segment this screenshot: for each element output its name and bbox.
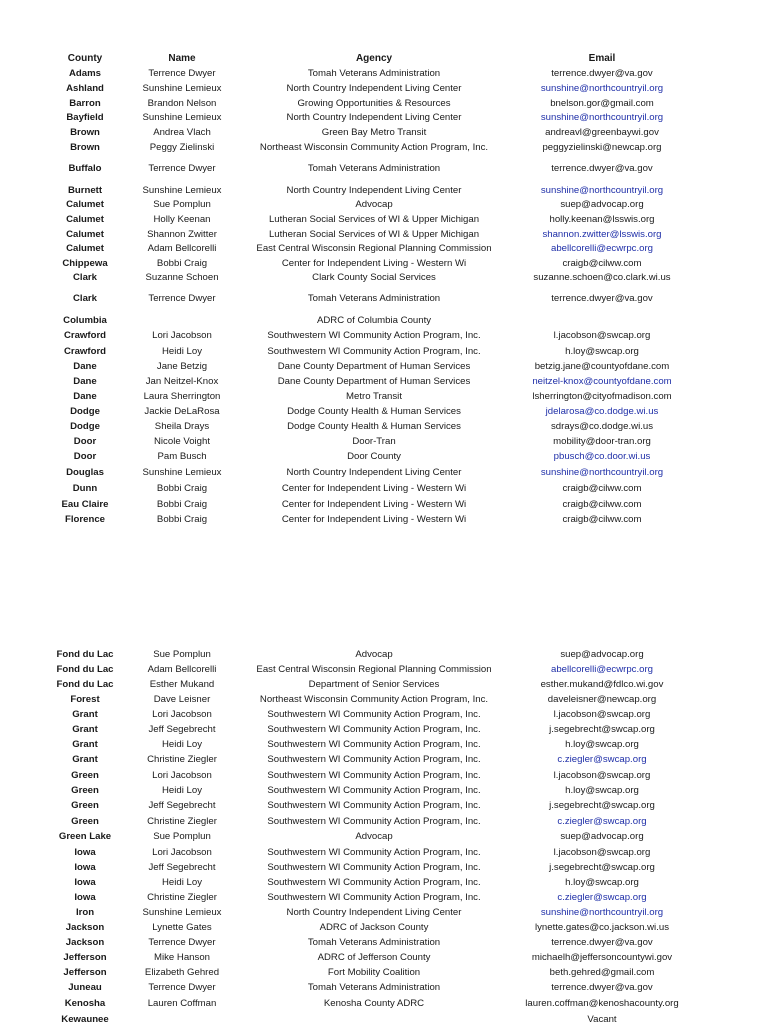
table-row [0,161,768,176]
table-row [0,481,768,496]
county-cell: Fond du Lac [56,649,114,660]
table-row [0,692,768,707]
table-row [0,140,768,155]
table-row [0,270,768,285]
agency-cell: Southwestern WI Community Action Program, Inc. [267,816,481,827]
table-row [0,66,768,81]
table-row [0,845,768,860]
name-cell: Mike Hanson [154,952,210,963]
table-row [0,419,768,434]
agency-cell: North Country Independent Living Center [286,907,462,918]
agency-cell: Kenosha County ADRC [323,998,425,1009]
table-row [0,798,768,813]
county-cell: Douglas [66,467,104,478]
email-cell: craigb@cilww.com [562,499,642,510]
name-cell: Sunshine Lemieux [142,112,222,123]
name-cell: Peggy Zielinski [149,142,215,153]
county-cell: Fond du Lac [56,679,114,690]
email-cell: suzanne.schoen@co.clark.wi.us [533,272,671,283]
name-cell: Heidi Loy [162,785,202,796]
email-cell: terrence.dwyer@va.gov [551,68,653,79]
email-cell: l.jacobson@swcap.org [553,709,651,720]
name-cell: Jeff Segebrecht [148,862,216,873]
name-cell: Sunshine Lemieux [142,467,222,478]
table-row [0,722,768,737]
agency-cell: Fort Mobility Coalition [327,967,421,978]
name-cell: Heidi Loy [162,346,202,357]
agency-cell: Tomah Veterans Administration [307,293,441,304]
name-cell: Bobbi Craig [156,483,208,494]
county-cell: Fond du Lac [56,664,114,675]
table-row [0,212,768,227]
name-cell: Elizabeth Gehred [144,967,220,978]
county-cell: Calumet [66,243,104,254]
table-row [0,890,768,905]
county-cell: Door [73,436,97,447]
table-row [0,344,768,359]
email-link[interactable]: neitzel-knox@countyofdane.com [532,376,672,387]
header-county: County [67,53,103,64]
county-cell: Chippewa [62,258,108,269]
name-cell: Holly Keenan [153,214,211,225]
table-row [0,125,768,140]
table-row [0,950,768,965]
agency-cell: Southwestern WI Community Action Program, Inc. [267,346,481,357]
agency-cell: Dane County Department of Human Services [277,376,471,387]
name-cell: Shannon Zwitter [147,229,217,240]
name-cell: Lori Jacobson [152,770,212,781]
county-cell: Crawford [63,346,107,357]
county-cell: Florence [65,514,105,525]
agency-cell: Door-Tran [352,436,396,447]
table-row [0,183,768,198]
email-cell: h.loy@swcap.org [565,346,639,357]
county-cell: Green [71,770,99,781]
agency-cell: Center for Independent Living - Western Wi [281,483,467,494]
agency-cell: Southwestern WI Community Action Program, Inc. [267,770,481,781]
agency-cell: Growing Opportunities & Resources [297,98,451,109]
county-cell: Brown [70,127,100,138]
table-row [0,647,768,662]
county-cell: Grant [72,724,98,735]
agency-cell: Southwestern WI Community Action Program, Inc. [267,800,481,811]
table-row [0,291,768,306]
county-cell: Crawford [63,330,107,341]
name-cell: Terrence Dwyer [148,937,216,948]
table-row [0,497,768,512]
table-row [0,404,768,419]
name-cell: Lauren Coffman [147,998,217,1009]
table-row [0,449,768,464]
email-cell: sdrays@co.dodge.wi.us [551,421,653,432]
email-cell: h.loy@swcap.org [565,785,639,796]
email-cell: daveleisner@newcap.org [547,694,657,705]
name-cell: Brandon Nelson [147,98,217,109]
email-cell: holly.keenan@lsswis.org [549,214,655,225]
table-row [0,829,768,844]
table-row [0,965,768,980]
county-cell: Burnett [67,185,103,196]
county-cell: Iowa [74,847,96,858]
county-cell: Dane [73,376,97,387]
name-cell: Terrence Dwyer [148,293,216,304]
header-agency: Agency [355,53,393,64]
county-cell: Clark [73,272,97,283]
county-cell: Grant [72,739,98,750]
name-cell: Laura Sherrington [143,391,221,402]
table-row [0,81,768,96]
email-cell: suep@advocap.org [560,649,644,660]
county-cell: Jefferson [63,952,107,963]
agency-cell: Door County [347,451,401,462]
email-link[interactable]: abellcorelli@ecwrpc.org [551,243,653,254]
name-cell: Terrence Dwyer [148,68,216,79]
county-cell: Iron [75,907,95,918]
county-cell: Calumet [66,199,104,210]
name-cell: Sunshine Lemieux [142,83,222,94]
agency-cell: Southwestern WI Community Action Program, Inc. [267,847,481,858]
header-row [0,51,768,66]
email-cell: Vacant [587,1014,617,1025]
agency-cell: Dane County Department of Human Services [277,361,471,372]
county-cell: Dodge [70,421,100,432]
name-cell: Bobbi Craig [156,258,208,269]
agency-cell: North Country Independent Living Center [286,83,462,94]
table-row [0,980,768,995]
name-cell: Lynette Gates [152,922,212,933]
agency-cell: ADRC of Columbia County [316,315,432,326]
agency-cell: Center for Independent Living - Western Wi [281,514,467,525]
email-link[interactable]: sunshine@northcountryil.org [540,112,664,123]
name-cell: Suzanne Schoen [145,272,219,283]
table-row [0,96,768,111]
email-cell: craigb@cilww.com [562,483,642,494]
table-row [0,814,768,829]
agency-cell: Southwestern WI Community Action Program, Inc. [267,785,481,796]
email-cell: suep@advocap.org [560,199,644,210]
email-cell: h.loy@swcap.org [565,877,639,888]
county-cell: Kenosha [64,998,106,1009]
agency-cell: Center for Independent Living - Western Wi [281,499,467,510]
name-cell: Nicole Voight [154,436,210,447]
email-cell: esther.mukand@fdlco.wi.gov [540,679,664,690]
county-cell: Green [71,816,99,827]
email-cell: suep@advocap.org [560,831,644,842]
email-link[interactable]: sunshine@northcountryil.org [540,83,664,94]
county-cell: Dodge [70,406,100,417]
agency-cell: Southwestern WI Community Action Program, Inc. [267,862,481,873]
county-cell: Green [71,785,99,796]
county-cell: Brown [70,142,100,153]
table-row [0,996,768,1011]
table-row [0,677,768,692]
table-row [0,707,768,722]
email-cell: j.segebrecht@swcap.org [549,724,655,735]
agency-cell: ADRC of Jackson County [319,922,429,933]
agency-cell: Green Bay Metro Transit [321,127,427,138]
county-cell: Calumet [66,214,104,225]
table-row [0,662,768,677]
table-row [0,783,768,798]
agency-cell: ADRC of Jefferson County [317,952,431,963]
county-cell: Juneau [68,982,102,993]
email-cell: lauren.coffman@kenoshacounty.org [525,998,679,1009]
table-row [0,465,768,480]
agency-cell: Southwestern WI Community Action Program, Inc. [267,330,481,341]
name-cell: Pam Busch [157,451,207,462]
table-row [0,374,768,389]
name-cell: Heidi Loy [162,877,202,888]
name-cell: Lori Jacobson [152,330,212,341]
table-row [0,241,768,256]
email-link[interactable]: pbusch@co.door.wi.us [553,451,651,462]
name-cell: Christine Ziegler [147,892,217,903]
county-cell: Clark [73,293,97,304]
county-cell: Jackson [65,937,105,948]
county-cell: Jackson [65,922,105,933]
email-link[interactable]: c.ziegler@swcap.org [557,816,647,827]
name-cell: Lori Jacobson [152,847,212,858]
table-row [0,313,768,328]
email-cell: peggyzielinski@newcap.org [542,142,662,153]
name-cell: Sunshine Lemieux [142,185,222,196]
name-cell: Jane Betzig [156,361,208,372]
email-cell: terrence.dwyer@va.gov [551,163,653,174]
name-cell: Sue Pomplun [153,199,211,210]
email-cell: l.jacobson@swcap.org [553,330,651,341]
county-cell: Door [73,451,97,462]
county-cell: Dane [73,391,97,402]
email-cell: beth.gehred@gmail.com [549,967,655,978]
county-cell: Iowa [74,892,96,903]
county-cell: Ashland [66,83,104,94]
table-row [0,935,768,950]
county-cell: Dunn [72,483,98,494]
email-cell: terrence.dwyer@va.gov [551,293,653,304]
agency-cell: Lutheran Social Services of WI & Upper Michigan [268,229,480,240]
email-cell: lsherrington@cityofmadison.com [532,391,672,402]
name-cell: Andrea Vlach [153,127,211,138]
email-cell: michaelh@jeffersoncountywi.gov [531,952,673,963]
agency-cell: Clark County Social Services [312,272,436,283]
agency-cell: Center for Independent Living - Western Wi [281,258,467,269]
table-row [0,920,768,935]
agency-cell: North Country Independent Living Center [286,467,462,478]
name-cell: Terrence Dwyer [148,163,216,174]
email-cell: bnelson.gor@gmail.com [550,98,654,109]
county-cell: Green Lake [58,831,112,842]
agency-cell: Dodge County Health & Human Services [287,406,461,417]
agency-cell: Northeast Wisconsin Community Action Program, Inc. [259,142,489,153]
agency-cell: Southwestern WI Community Action Program, Inc. [267,739,481,750]
county-cell: Adams [69,68,101,79]
name-cell: Jan Neitzel-Knox [145,376,219,387]
email-link[interactable]: c.ziegler@swcap.org [557,754,647,765]
email-link[interactable]: jdelarosa@co.dodge.wi.us [545,406,659,417]
table-row [0,512,768,527]
county-cell: Iowa [74,862,96,873]
name-cell: Christine Ziegler [147,816,217,827]
agency-cell: Dodge County Health & Human Services [287,421,461,432]
email-cell: terrence.dwyer@va.gov [551,937,653,948]
email-link[interactable]: c.ziegler@swcap.org [557,892,647,903]
table-row [0,752,768,767]
county-cell: Forest [70,694,100,705]
table-row [0,860,768,875]
agency-cell: Southwestern WI Community Action Program, Inc. [267,877,481,888]
name-cell: Sunshine Lemieux [142,907,222,918]
email-cell: l.jacobson@swcap.org [553,770,651,781]
email-cell: j.segebrecht@swcap.org [549,862,655,873]
table-row [0,434,768,449]
email-link[interactable]: sunshine@northcountryil.org [540,467,664,478]
agency-cell: Lutheran Social Services of WI & Upper Michigan [268,214,480,225]
county-cell: Eau Claire [61,499,109,510]
agency-cell: Department of Senior Services [308,679,440,690]
agency-cell: Northeast Wisconsin Community Action Program, Inc. [259,694,489,705]
name-cell: Christine Ziegler [147,754,217,765]
county-cell: Kewaunee [61,1014,109,1025]
header-name: Name [168,53,196,64]
table-row [0,875,768,890]
name-cell: Dave Leisner [153,694,211,705]
agency-cell: Tomah Veterans Administration [307,163,441,174]
name-cell: Adam Bellcorelli [147,664,217,675]
county-cell: Dane [73,361,97,372]
name-cell: Jeff Segebrecht [148,800,216,811]
county-cell: Buffalo [68,163,102,174]
name-cell: Sheila Drays [154,421,210,432]
table-row [0,737,768,752]
name-cell: Esther Mukand [149,679,215,690]
county-cell: Columbia [63,315,107,326]
county-cell: Barron [69,98,101,109]
agency-cell: North Country Independent Living Center [286,112,462,123]
agency-cell: Tomah Veterans Administration [307,937,441,948]
table-row [0,389,768,404]
county-cell: Bayfield [66,112,104,123]
name-cell: Bobbi Craig [156,499,208,510]
table-row [0,328,768,343]
email-cell: j.segebrecht@swcap.org [549,800,655,811]
email-link[interactable]: shannon.zwitter@lsswis.org [542,229,662,240]
name-cell: Jackie DeLaRosa [144,406,220,417]
county-cell: Grant [72,709,98,720]
agency-cell: Tomah Veterans Administration [307,982,441,993]
table-row [0,1012,768,1027]
email-cell: lynette.gates@co.jackson.wi.us [535,922,669,933]
agency-cell: Tomah Veterans Administration [307,68,441,79]
agency-cell: Southwestern WI Community Action Program, Inc. [267,892,481,903]
header-email: Email [588,53,616,64]
agency-cell: Southwestern WI Community Action Program, Inc. [267,754,481,765]
email-link[interactable]: abellcorelli@ecwrpc.org [551,664,653,675]
agency-cell: Advocap [355,649,393,660]
table-row [0,227,768,242]
email-cell: terrence.dwyer@va.gov [551,982,653,993]
name-cell: Terrence Dwyer [148,982,216,993]
name-cell: Lori Jacobson [152,709,212,720]
table-row [0,197,768,212]
agency-cell: Metro Transit [346,391,402,402]
agency-cell: North Country Independent Living Center [286,185,462,196]
email-cell: craigb@cilww.com [562,258,642,269]
email-cell: h.loy@swcap.org [565,739,639,750]
county-cell: Jefferson [63,967,107,978]
table-row [0,359,768,374]
county-cell: Grant [72,754,98,765]
name-cell: Adam Bellcorelli [147,243,217,254]
email-cell: l.jacobson@swcap.org [553,847,651,858]
email-cell: andreavl@greenbaywi.gov [545,127,659,138]
email-cell: craigb@cilww.com [562,514,642,525]
table-row [0,110,768,125]
name-cell: Sue Pomplun [153,831,211,842]
county-cell: Calumet [66,229,104,240]
name-cell: Jeff Segebrecht [148,724,216,735]
agency-cell: Advocap [355,831,393,842]
agency-cell: East Central Wisconsin Regional Planning Commission [256,664,492,675]
table-row [0,256,768,271]
agency-cell: East Central Wisconsin Regional Planning Commission [256,243,492,254]
email-cell: mobility@door-tran.org [553,436,651,447]
table-row [0,768,768,783]
email-cell: betzig.jane@countyofdane.com [534,361,670,372]
email-link[interactable]: sunshine@northcountryil.org [540,907,664,918]
agency-cell: Southwestern WI Community Action Program, Inc. [267,724,481,735]
table-row [0,905,768,920]
email-link[interactable]: sunshine@northcountryil.org [540,185,664,196]
agency-cell: Advocap [355,199,393,210]
agency-cell: Southwestern WI Community Action Program, Inc. [267,709,481,720]
name-cell: Bobbi Craig [156,514,208,525]
county-cell: Iowa [74,877,96,888]
county-cell: Green [71,800,99,811]
name-cell: Sue Pomplun [153,649,211,660]
name-cell: Heidi Loy [162,739,202,750]
